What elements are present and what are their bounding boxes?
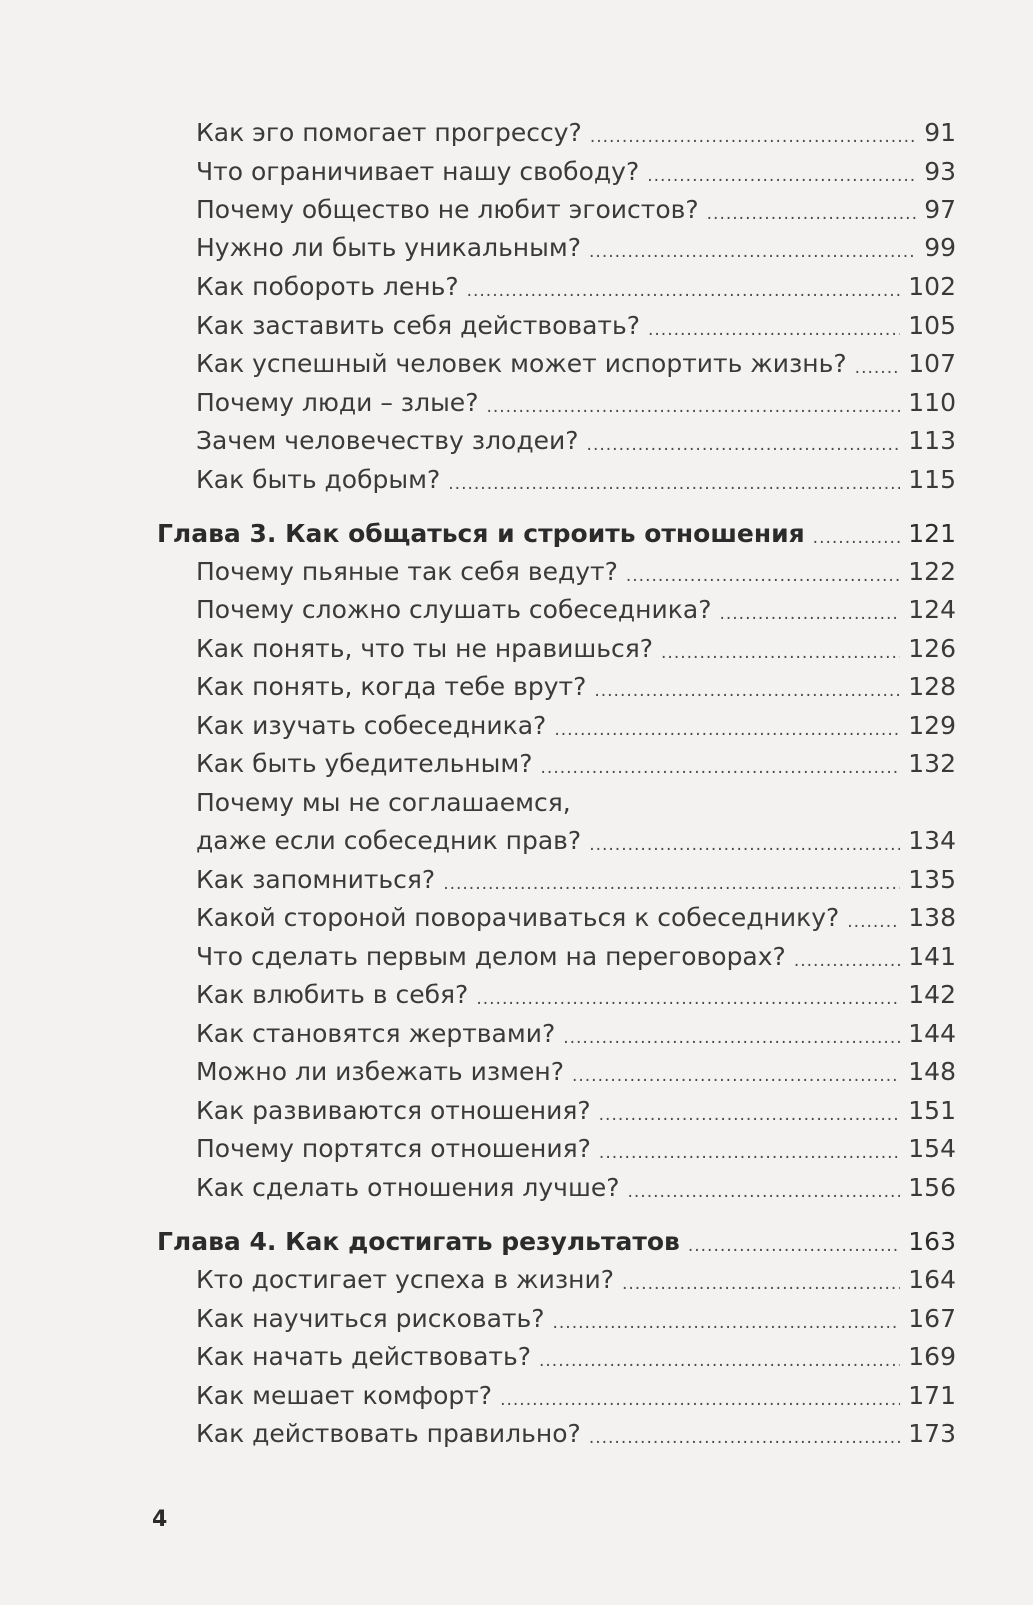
toc-entry (196, 461, 956, 499)
dot-leader (813, 515, 901, 553)
toc-entry (196, 1053, 956, 1091)
toc-entry (196, 114, 956, 152)
toc-entry-page: 164 (908, 1265, 956, 1294)
toc-entry (196, 899, 956, 937)
toc-entry (196, 553, 956, 591)
toc-entry-title-line: Почему мы не соглашаемся, (196, 788, 571, 817)
dot-leader (855, 345, 901, 383)
dot-leader (587, 422, 901, 460)
toc-entry-title: Почему пьяные так себя ведут? (196, 557, 618, 586)
page-number: 4 (152, 1507, 168, 1532)
dot-leader (443, 861, 900, 899)
toc-entry-title: Как влюбить в себя? (196, 980, 469, 1009)
toc-entry-page: 167 (908, 1304, 956, 1333)
dot-leader (590, 114, 916, 152)
dot-leader (847, 899, 900, 937)
dot-leader (688, 1223, 900, 1261)
toc-entry-page: 142 (908, 980, 956, 1009)
toc-entry (196, 345, 956, 383)
toc-entry (196, 1415, 956, 1453)
toc-entry-title: Как заставить себя действовать? (196, 311, 640, 340)
dot-leader (554, 707, 900, 745)
toc-entry-title: Как побороть лень? (196, 272, 459, 301)
toc-entry-page: 134 (908, 826, 956, 855)
toc-entry (196, 1261, 956, 1299)
toc-entry-page: 129 (908, 711, 956, 740)
chapter-title: Глава 4. Как достигать результатов (157, 1227, 680, 1256)
toc-entry-title: Кто достигает успеха в жизни? (196, 1265, 614, 1294)
toc-entry-title: Как быть добрым? (196, 465, 441, 494)
toc-entry-title: Какой стороной поворачиваться к собеседнику? (196, 903, 840, 932)
toc-entry (196, 422, 956, 460)
toc-entry-page: 171 (908, 1381, 956, 1410)
toc-entry-page: 154 (908, 1134, 956, 1163)
toc-entry-title: даже если собеседник прав? (196, 826, 582, 855)
toc-entry-title: Что сделать первым делом на переговорах? (196, 942, 786, 971)
dot-leader (599, 1130, 900, 1168)
toc-entry (196, 630, 956, 668)
toc-entry-title: Почему сложно слушать собеседника? (196, 595, 712, 624)
toc-entry-page: 102 (908, 272, 956, 301)
dot-leader (589, 1415, 900, 1453)
toc-entry-title: Как начать действовать? (196, 1342, 531, 1371)
dot-leader (589, 229, 916, 267)
dot-leader (647, 153, 916, 191)
toc-entry (196, 307, 956, 345)
toc-entry-title: Почему портятся отношения? (196, 1134, 591, 1163)
dot-leader (626, 553, 900, 591)
toc-entry-title: Как сделать отношения лучше? (196, 1173, 620, 1202)
toc-entry (196, 1092, 956, 1130)
toc-entry-page: 135 (908, 865, 956, 894)
toc-entry-page: 138 (908, 903, 956, 932)
chapter-title: Глава 3. Как общаться и строить отношения (157, 519, 805, 548)
dot-leader (467, 268, 901, 306)
dot-leader (572, 1053, 900, 1091)
toc-entry-title: Как эго помогает прогрессу? (196, 118, 582, 147)
toc-entry-title: Как понять, что ты не нравишься? (196, 634, 654, 663)
toc-entry (196, 822, 956, 860)
toc-entry-page: 128 (908, 672, 956, 701)
toc-entry-page: 110 (908, 388, 956, 417)
dot-leader (541, 745, 901, 783)
toc-entry-title: Что ограничивает нашу свободу? (196, 157, 640, 186)
toc-chapter-heading (157, 515, 956, 553)
toc-entry (196, 229, 956, 267)
toc-entry-title: Нужно ли быть уникальным? (196, 233, 582, 262)
dot-leader (794, 938, 900, 976)
toc-entry-page: 132 (908, 749, 956, 778)
chapter-page: 121 (908, 519, 956, 548)
toc-entry (196, 976, 956, 1014)
toc-entry-page: 144 (908, 1019, 956, 1048)
toc-entry-page: 99 (924, 233, 956, 262)
toc-chapter-heading (157, 1223, 956, 1261)
dot-leader (563, 1015, 900, 1053)
dot-leader (648, 307, 900, 345)
toc-entry (196, 1169, 956, 1207)
toc-entry (196, 745, 956, 783)
dot-leader (719, 591, 900, 629)
toc-entry-page: 122 (908, 557, 956, 586)
dot-leader (627, 1169, 900, 1207)
toc-entry-title: Как успешный человек может испортить жизнь? (196, 349, 847, 378)
toc-entry-title: Почему общество не любит эгоистов? (196, 195, 699, 224)
dot-leader (553, 1300, 901, 1338)
toc-entry-title: Как мешает комфорт? (196, 1381, 493, 1410)
toc-entry-title: Зачем человечеству злодеи? (196, 426, 579, 455)
toc-entry-page: 105 (908, 311, 956, 340)
toc-entry-page: 107 (908, 349, 956, 378)
toc-entry-page: 141 (908, 942, 956, 971)
dot-leader (599, 1092, 901, 1130)
toc-entry-title: Как понять, когда тебе врут? (196, 672, 587, 701)
toc-entry-page: 124 (908, 595, 956, 624)
toc-entry (196, 268, 956, 306)
toc-entry-title: Как изучать собеседника? (196, 711, 547, 740)
toc-entry (196, 153, 956, 191)
toc-entry-title: Почему люди – злые? (196, 388, 479, 417)
dot-leader (539, 1338, 900, 1376)
toc-entry (196, 591, 956, 629)
toc-entry (196, 861, 956, 899)
toc-entry (196, 938, 956, 976)
chapter-page: 163 (908, 1227, 956, 1256)
toc-entry (196, 707, 956, 745)
toc-entry-page: 169 (908, 1342, 956, 1371)
toc-entry-title: Как развиваются отношения? (196, 1096, 591, 1125)
toc-entry-page: 97 (924, 195, 956, 224)
dot-leader (707, 191, 917, 229)
toc-entry (196, 1338, 956, 1376)
toc-entry-page: 156 (908, 1173, 956, 1202)
toc-entry-title: Как действовать правильно? (196, 1419, 581, 1448)
dot-leader (622, 1261, 900, 1299)
toc-entry (196, 668, 956, 706)
dot-leader (476, 976, 900, 1014)
toc-entry (196, 191, 956, 229)
toc-entry-page: 113 (908, 426, 956, 455)
toc-entry (196, 384, 956, 422)
dot-leader (594, 668, 900, 706)
toc-entry (196, 1130, 956, 1168)
toc-entry-page: 91 (924, 118, 956, 147)
toc-entry-page: 93 (924, 157, 956, 186)
toc-entry-title: Как быть убедительным? (196, 749, 533, 778)
toc-entry-title: Как научиться рисковать? (196, 1304, 545, 1333)
toc-entry-title: Как запомниться? (196, 865, 436, 894)
toc-entry-page: 148 (908, 1057, 956, 1086)
toc-entry (196, 1300, 956, 1338)
toc-entry-page: 126 (908, 634, 956, 663)
toc-entry-page: 115 (908, 465, 956, 494)
toc-entry-page: 151 (908, 1096, 956, 1125)
toc-entry-title: Как становятся жертвами? (196, 1019, 556, 1048)
toc-entry (196, 1015, 956, 1053)
toc-entry-title: Можно ли избежать измен? (196, 1057, 564, 1086)
dot-leader (589, 822, 900, 860)
toc-entry-page: 173 (908, 1419, 956, 1448)
dot-leader (486, 384, 900, 422)
dot-leader (661, 630, 900, 668)
toc-entry (196, 1377, 956, 1415)
dot-leader (500, 1377, 900, 1415)
dot-leader (448, 461, 900, 499)
